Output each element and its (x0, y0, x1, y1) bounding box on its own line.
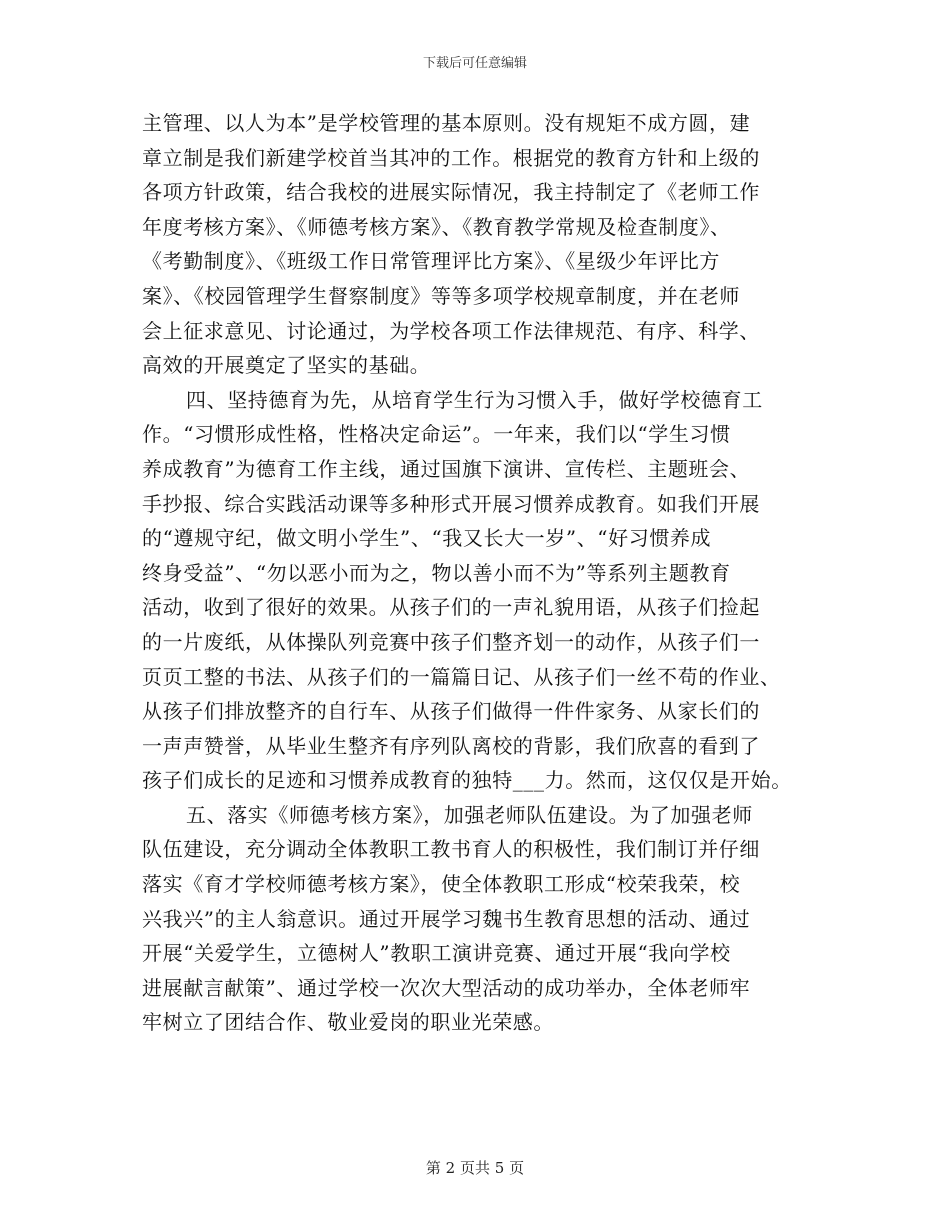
text-line: 会上征求意见、讨论通过，为学校各项工作法律规范、有序、科学、 (142, 318, 760, 343)
text-line: 手抄报、综合实践活动课等多种形式开展习惯养成教育。如我们开展 (142, 491, 760, 516)
text-line: 兴我兴”的主人翁意识。通过开展学习魏书生教育思想的活动、通过 (142, 906, 751, 931)
text-line: 高效的开展奠定了坚实的基础。 (142, 353, 431, 378)
text-line: 牢树立了团结合作、敬业爱岗的职业光荣感。 (142, 1010, 554, 1035)
text-line: 四、坚持德育为先，从培育学生行为习惯入手，做好学校德育工 (186, 387, 763, 412)
text-line: 的“遵规守纪，做文明小学生”、“我又长大一岁”、“好习惯养成 (142, 526, 712, 551)
text-line: 进展献言献策”、通过学校一次次大型活动的成功举办，全体老师牢 (142, 975, 751, 1000)
text-line: 章立制是我们新建学校首当其冲的工作。根据党的教育方针和上级的 (142, 145, 760, 170)
text-line: 从孩子们排放整齐的自行车、从孩子们做得一件件家务、从家长们的 (142, 699, 760, 724)
text-line: 养成教育”为德育工作主线，通过国旗下演讲、宣传栏、主题班会、 (142, 456, 751, 481)
text-line: 的一片废纸，从体操队列竞赛中孩子们整齐划一的动作，从孩子们一 (142, 629, 760, 654)
page-header-note: 下载后可任意编辑 (422, 56, 527, 71)
text-line: 五、落实《师德考核方案》，加强老师队伍建设。为了加强老师 (186, 802, 753, 827)
text-line: 活动，收到了很好的效果。从孩子们的一声礼貌用语，从孩子们捡起 (142, 595, 760, 620)
text-line: 主管理、以人为本”是学校管理的基本原则。没有规矩不成方圆，建 (142, 111, 751, 135)
text-line: 队伍建设，充分调动全体教职工教书育人的积极性，我们制订并仔细 (142, 837, 760, 862)
text-line: 终身受益”、“勿以恶小而为之，物以善小而不为”等系列主题教育 (142, 560, 731, 585)
text-line: 案》、《校园管理学生督察制度》等等多项学校规章制度，并在老师 (142, 283, 740, 308)
text-line: 孩子们成长的足迹和习惯养成教育的独特___力。然而，这仅仅是开始。 (142, 768, 792, 793)
text-line: 开展“关爱学生，立德树人”教职工演讲竞赛、通过开展“我向学校 (142, 941, 731, 966)
text-line: 《考勤制度》、《班级工作日常管理评比方案》、《星级少年评比方 (142, 249, 720, 274)
document-body (142, 106, 822, 1040)
text-line: 作。“习惯形成性格，性格决定命运”。一年来，我们以“学生习惯 (142, 422, 731, 447)
text-line: 一声声赞誉，从毕业生整齐有序列队离校的背影，我们欣喜的看到了 (142, 733, 760, 758)
text-line: 页页工整的书法、从孩子们的一篇篇日记、从孩子们一丝不苟的作业、 (142, 664, 781, 689)
text-line: 年度考核方案》、《师德考核方案》、《教育教学常规及检查制度》、 (142, 214, 731, 239)
text-line: 落实《育才学校师德考核方案》，使全体教职工形成“校荣我荣，校 (142, 872, 741, 897)
page-number: 第 2 页共 5 页 (425, 1159, 525, 1177)
text-line: 各项方针政策，结合我校的进展实际情况，我主持制定了《老师工作 (142, 180, 760, 205)
